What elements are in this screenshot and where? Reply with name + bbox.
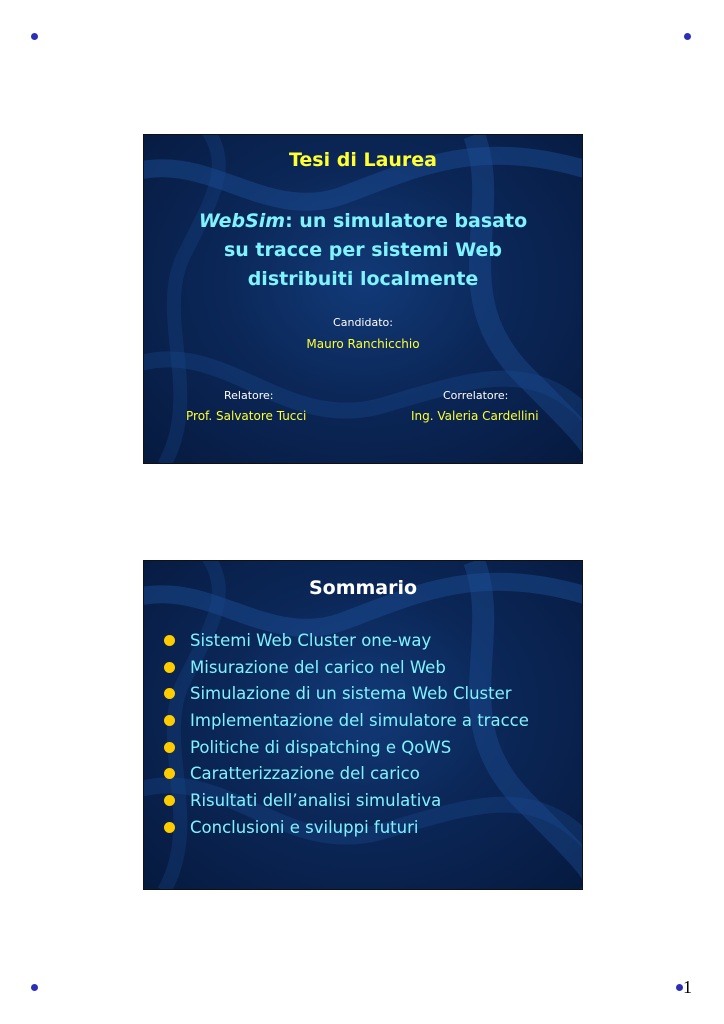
bullet-icon (164, 768, 175, 779)
title-slide (143, 134, 583, 464)
bullet-icon (164, 688, 175, 699)
summary-item-text: Politiche di dispatching e QoWS (190, 737, 452, 757)
coadvisor-name: Ing. Valeria Cardellini (411, 409, 539, 423)
bullet-icon (164, 795, 175, 806)
summary-item-text: Risultati dell’analisi simulativa (190, 790, 442, 810)
subtitle-line-2: su tracce per sistemi Web (223, 239, 502, 261)
corner-dot-bottom-left (31, 984, 38, 991)
summary-item (164, 787, 529, 814)
subtitle-websim: WebSim (198, 210, 286, 232)
summary-item-text: Caratterizzazione del carico (190, 764, 420, 784)
corner-dot-top-left (31, 33, 38, 40)
bullet-icon (164, 662, 175, 673)
bullet-icon (164, 715, 175, 726)
advisor-name: Prof. Salvatore Tucci (186, 409, 307, 423)
candidate-name: Mauro Ranchicchio (306, 337, 420, 351)
summary-item-text: Simulazione di un sistema Web Cluster (190, 684, 512, 704)
summary-item (164, 654, 529, 681)
summary-item (164, 814, 529, 841)
subtitle-line-1 (164, 207, 562, 236)
coadvisor-label: Correlatore: (443, 389, 509, 402)
candidate-label: Candidato: (333, 316, 393, 329)
slide-title: Sommario (308, 577, 418, 599)
summary-item-text: Sistemi Web Cluster one-way (190, 630, 432, 650)
bullet-icon (164, 822, 175, 833)
summary-item-text: Implementazione del simulatore a tracce (190, 710, 529, 730)
corner-dot-bottom-right (676, 984, 683, 991)
subtitle-line-3: distribuiti localmente (247, 268, 479, 290)
summary-item (164, 760, 529, 787)
summary-slide (143, 560, 583, 890)
summary-item (164, 734, 529, 761)
bullet-icon (164, 635, 175, 646)
summary-item (164, 707, 529, 734)
summary-list (164, 627, 529, 841)
summary-item (164, 627, 529, 654)
bullet-icon (164, 742, 175, 753)
page-number: 1 (683, 977, 692, 997)
advisor-label: Relatore: (224, 389, 274, 402)
summary-item-text: Misurazione del carico nel Web (190, 657, 446, 677)
thesis-subtitle (164, 207, 562, 294)
corner-dot-top-right (684, 33, 691, 40)
summary-item-text: Conclusioni e sviluppi futuri (190, 817, 419, 837)
slide-title: Tesi di Laurea (288, 149, 438, 171)
summary-item (164, 680, 529, 707)
subtitle-line-1-rest: : un simulatore basato (285, 210, 528, 232)
